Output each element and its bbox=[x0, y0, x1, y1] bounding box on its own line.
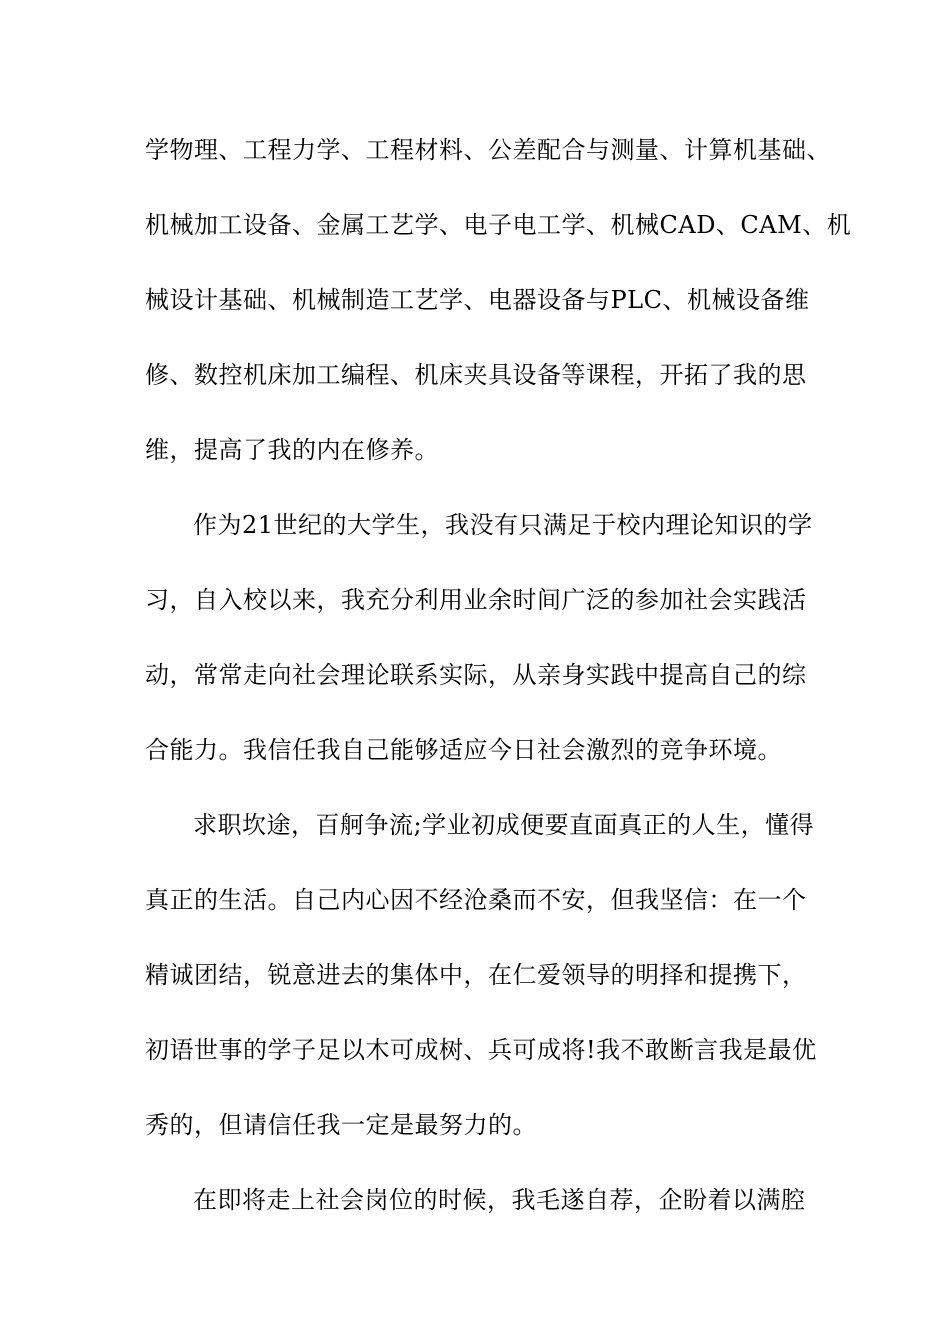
text-line: 精诚团结，锐意进去的集体中，在仁爱领导的明择和提携下， bbox=[145, 961, 807, 989]
text-line: 初语世事的学子足以木可成树、兵可成将!我不敢断言我是最优 bbox=[145, 1036, 817, 1064]
text-line: 习，自入校以来，我充分利用业余时间广泛的参加社会实践活 bbox=[145, 586, 807, 614]
paragraph-start-line: 求职坎途，百舸争流;学业初成便要直面真正的人生，懂得 bbox=[193, 811, 815, 839]
paragraph-start-line: 作为21世纪的大学生，我没有只满足于校内理论知识的学 bbox=[193, 511, 813, 539]
text-line: 修、数控机床加工编程、机床夹具设备等课程，开拓了我的思 bbox=[145, 361, 807, 389]
text-line: 学物理、工程力学、工程材料、公差配合与测量、计算机基础、 bbox=[145, 136, 831, 164]
text-line: 维，提高了我的内在修养。 bbox=[145, 436, 439, 464]
text-line: 动，常常走向社会理论联系实际，从亲身实践中提高自己的综 bbox=[145, 661, 807, 689]
text-line: 秀的，但请信任我一定是最努力的。 bbox=[145, 1111, 537, 1139]
text-line: 械设计基础、机械制造工艺学、电器设备与PLC、机械设备维 bbox=[145, 286, 810, 314]
paragraph-start-line: 在即将走上社会岗位的时候，我毛遂自荐，企盼着以满腔 bbox=[193, 1186, 806, 1214]
text-line: 真正的生活。自己内心因不经沧桑而不安，但我坚信：在一个 bbox=[145, 886, 807, 914]
text-line: 合能力。我信任我自己能够适应今日社会激烈的竞争环境。 bbox=[145, 736, 782, 764]
text-line: 机械加工设备、金属工艺学、电子电工学、机械CAD、CAM、机 bbox=[145, 211, 852, 239]
